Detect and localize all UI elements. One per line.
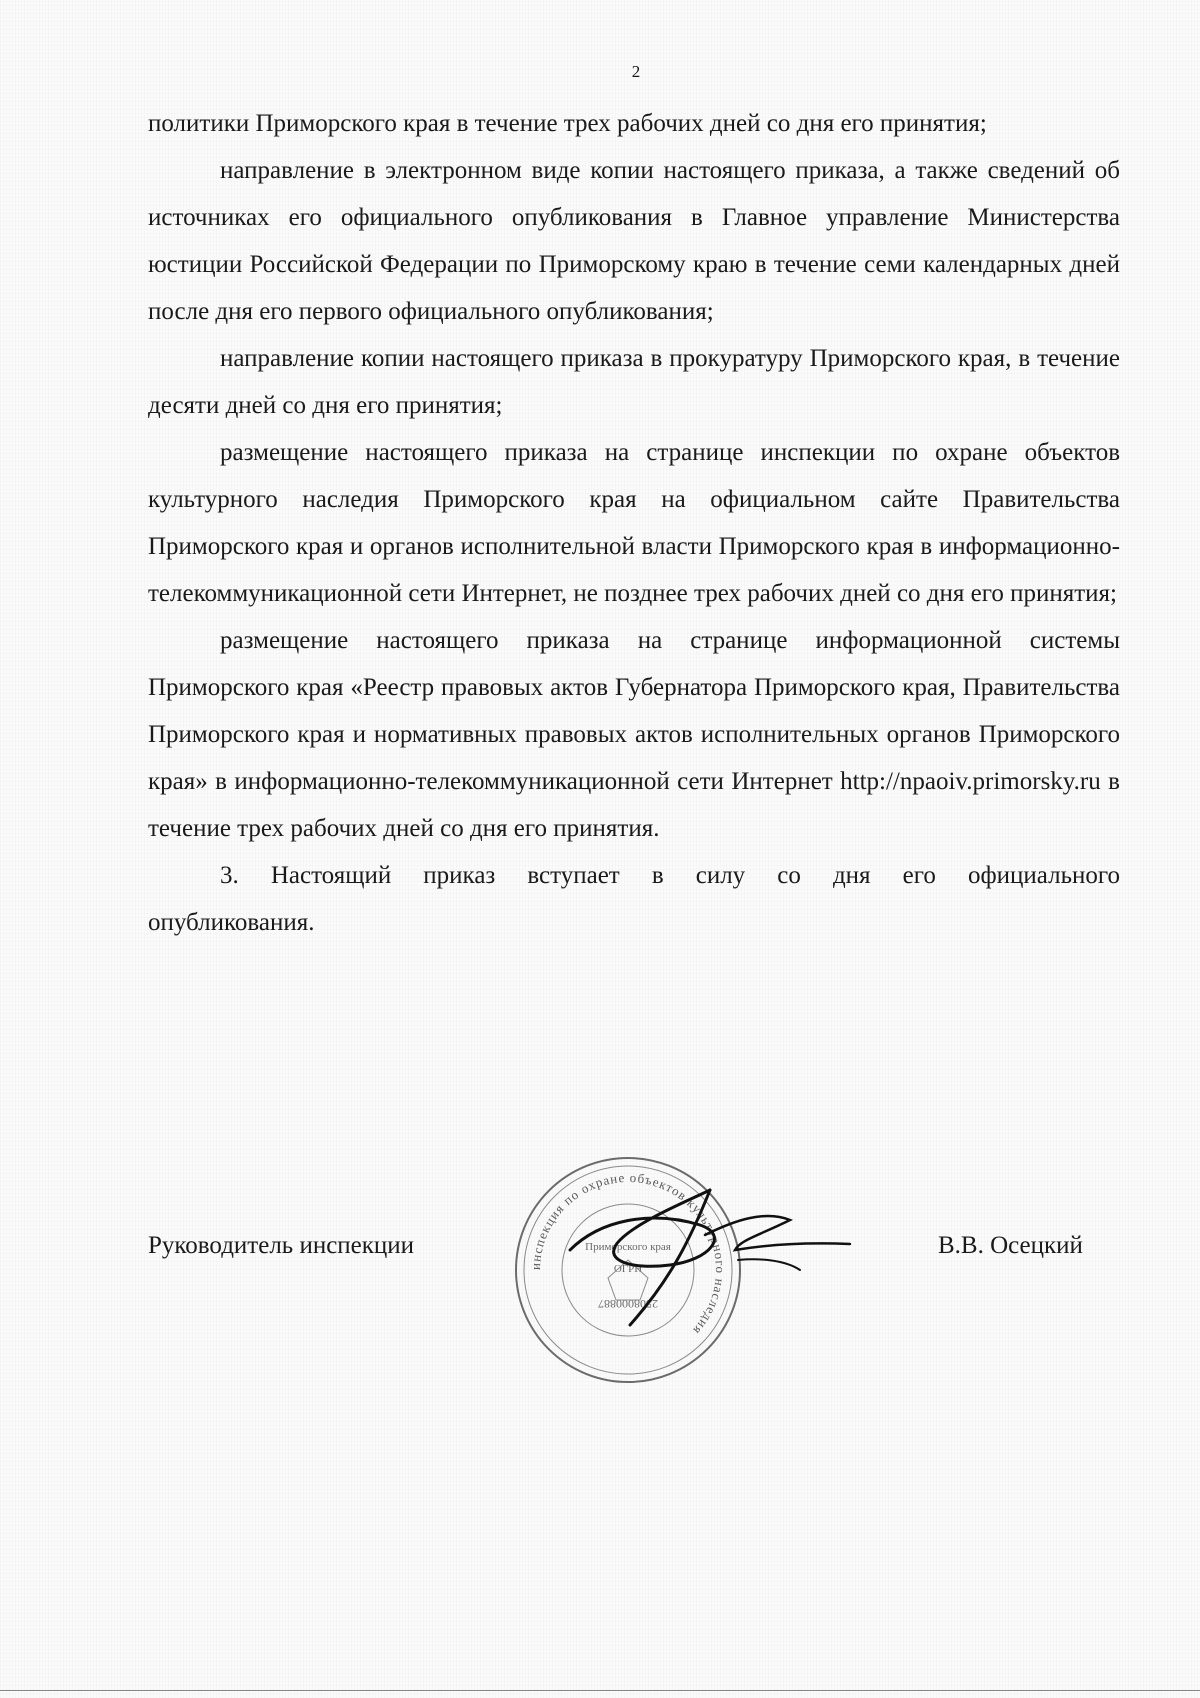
paragraph-item-3: 3. Настоящий приказ вступает в силу со дня его официального опубликования. [148,862,1120,936]
stamp-inner-text: Приморского края [585,1241,671,1253]
paragraph: размещение настоящего приказа на странице информационной системы Приморского края «Реестр правовых актов Губернатора Приморского края, Правительства Приморского края и нормативных правовых актов исполнительных органов Приморского края» в информационно-телекоммуникационной сети Интернет http://npaoiv.primorsky.ru в течение трех рабочих дней со дня его принятия. [148,627,1120,842]
stamp-outer-text: инспекция по охране объектов культурного наследия [527,1169,729,1339]
page-number: 2 [631,62,641,81]
document-body [148,100,1120,946]
signatory-position: Руководитель инспекции [148,1232,415,1259]
paragraph: направление копии настоящего приказа в прокуратуру Приморского края, в течение десяти дней со дня его принятия; [148,345,1120,419]
svg-text:инспекция по охране объектов к [528,1170,728,1338]
signatory-name: В.В. Осецкий [938,1232,1083,1259]
paragraph-continuation: политики Приморского края в течение трех рабочих дней со дня его принятия; [148,110,987,137]
page-bottom-edge [0,1690,1200,1691]
handwritten-signature [560,1180,860,1330]
paragraph: направление в электронном виде копии настоящего приказа, а также сведений об источниках его официального опубликования в Главное управление Министерства юстиции Российской Федерации по Приморскому краю в течение семи календарных дней после дня его первого официального опубликования; [148,157,1120,325]
stamp-number: 2508000887 [598,1297,658,1311]
paragraph: размещение настоящего приказа на странице инспекции по охране объектов культурного наследия Приморского края на официальном сайте Правительства Приморского края и органов исполнительной власти Приморского края в информационно-телекоммуникационной сети Интернет, не позднее трех рабочих дней со дня его принятия; [148,439,1120,607]
official-stamp [508,1150,748,1390]
stamp-code: ОГРН [613,1263,643,1275]
